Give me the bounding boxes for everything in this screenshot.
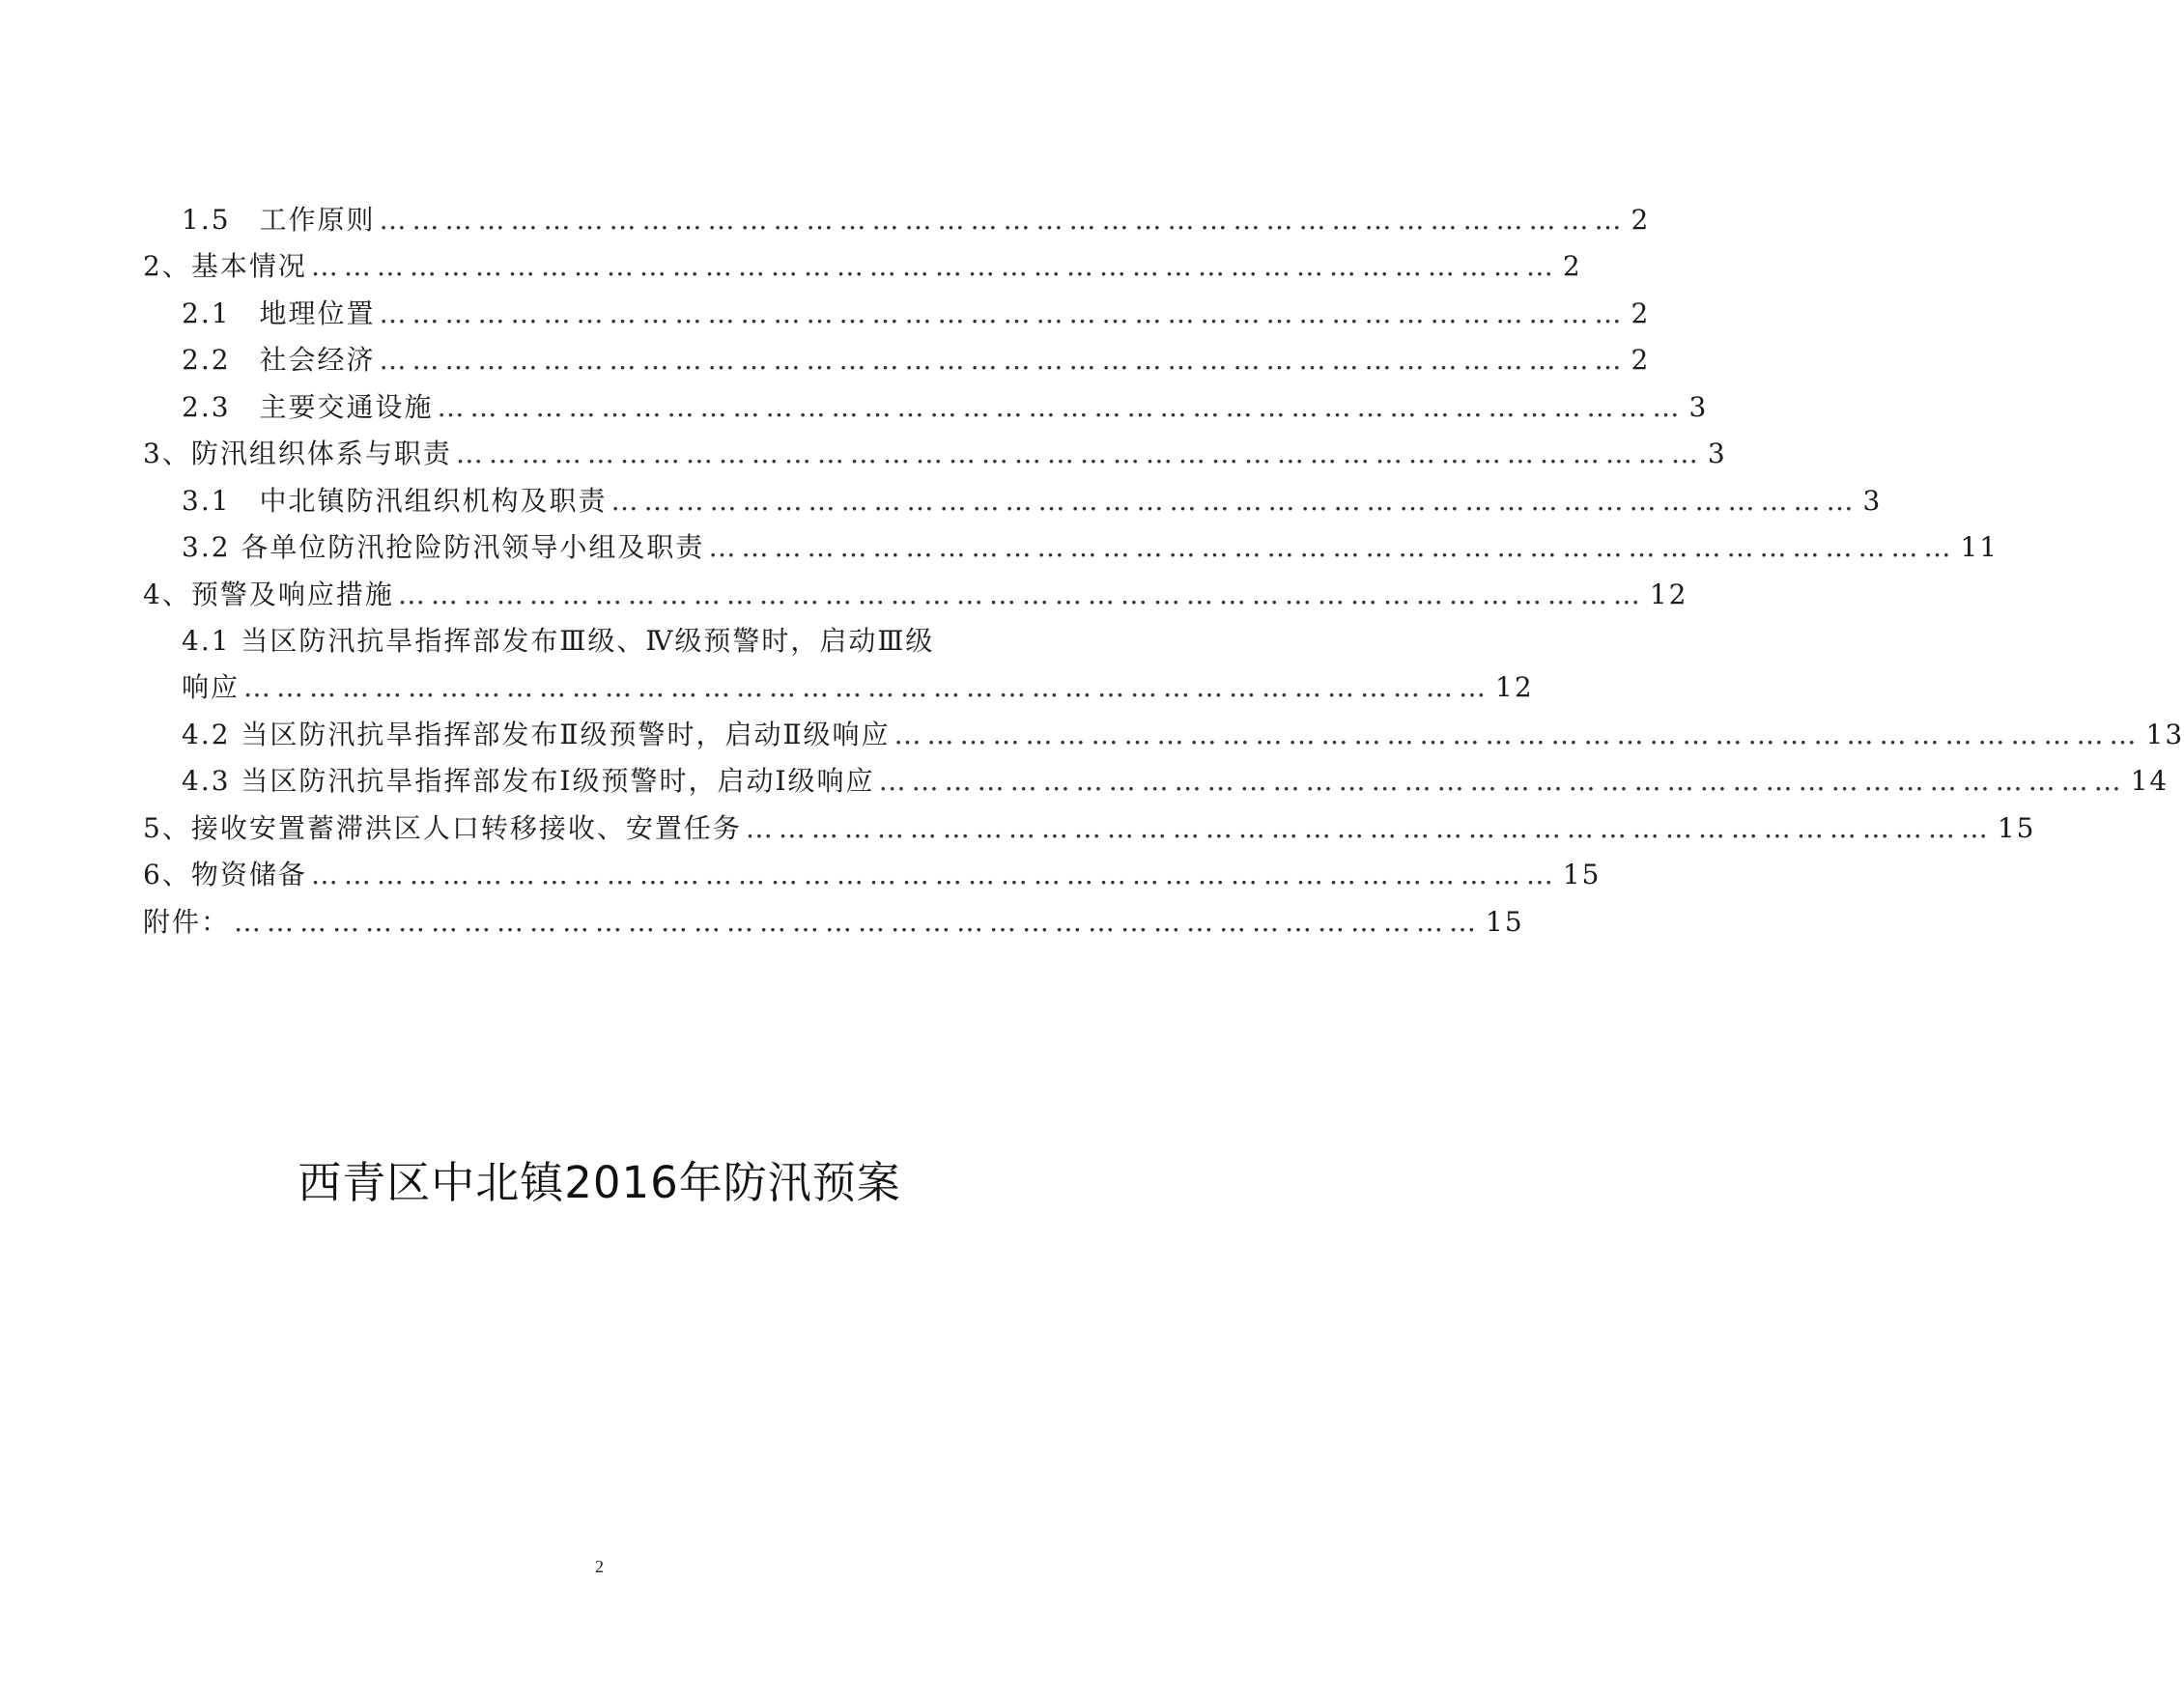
toc-dot-leader: …………………………………………………………………………………………………… — [234, 906, 1483, 938]
toc-entry-page: 2 — [1562, 250, 1582, 282]
toc-entry-page: 12 — [1495, 671, 1534, 703]
toc-entry-page: 15 — [1562, 859, 1602, 890]
toc-entry-label: 2.3 主要交通设施 — [182, 391, 434, 423]
page-number: 2 — [595, 1557, 604, 1576]
toc-dot-leader: …………………………………………………………………………………………………… — [243, 671, 1492, 703]
toc-entry-2-1[interactable] — [182, 293, 1651, 331]
toc-entry-page: 15 — [1486, 906, 1524, 938]
toc-entry-label: 4.1 当区防汛抗旱指挥部发布Ⅲ级、Ⅳ级预警时，启动Ⅲ级 — [182, 625, 935, 657]
toc-entry-4-3[interactable] — [182, 760, 2170, 799]
toc-dot-leader: …………………………………………………………………………………………………… — [379, 344, 1628, 376]
toc-entry-page: 12 — [1649, 579, 1688, 610]
toc-entry-page: 14 — [2130, 765, 2170, 797]
toc-dot-leader: …………………………………………………………………………………………………… — [893, 719, 2142, 750]
toc-dot-leader: …………………………………………………………………………………………………… — [437, 391, 1686, 423]
toc-entry-page: 3 — [1862, 485, 1883, 517]
toc-entry-label: 4.2 当区防汛抗旱指挥部发布Ⅱ级预警时，启动Ⅱ级响应 — [182, 719, 891, 750]
toc-entry-page: 15 — [1997, 812, 2036, 844]
toc-entry-label: 2、基本情况 — [143, 250, 307, 282]
toc-entry-label: 3.1 中北镇防汛组织机构及职责 — [182, 485, 608, 517]
toc-entry-label: 3.2 各单位防汛抢险防汛领导小组及职责 — [182, 531, 705, 563]
toc-entry-3-2[interactable] — [182, 526, 2000, 565]
toc-entry-page: 11 — [1960, 531, 2000, 563]
toc-entry-label: 4.3 当区防汛抗旱指挥部发布Ⅰ级预警时，启动Ⅰ级响应 — [182, 765, 875, 797]
toc-entry-label: 响应 — [182, 671, 241, 703]
toc-entry-page: 2 — [1631, 204, 1651, 236]
toc-entry-label: 附件： — [143, 906, 231, 938]
toc-dot-leader: …………………………………………………………………………………………………… — [379, 204, 1628, 236]
toc-entry-label: 4、预警及响应措施 — [143, 579, 394, 610]
toc-entry-4-1-first-line[interactable] — [182, 620, 934, 659]
toc-dot-leader: …………………………………………………………………………………………………… — [878, 765, 2127, 797]
toc-entry-3-1[interactable] — [182, 480, 1883, 519]
toc-dot-leader: …………………………………………………………………………………………………… — [310, 250, 1559, 282]
toc-entry-appendix[interactable] — [143, 901, 1524, 940]
toc-entry-2-3[interactable] — [182, 386, 1709, 425]
toc-entry-label: 6、物资储备 — [143, 859, 307, 890]
toc-entry-4-1-continuation[interactable] — [182, 666, 1534, 705]
toc-dot-leader: …………………………………………………………………………………………………… — [379, 297, 1628, 329]
toc-entry-3[interactable] — [143, 433, 1727, 471]
toc-entry-label: 2.1 地理位置 — [182, 297, 376, 329]
toc-entry-1-5[interactable] — [182, 199, 1651, 238]
toc-entry-page: 3 — [1707, 438, 1727, 469]
toc-entry-2-2[interactable] — [182, 339, 1651, 378]
toc-dot-leader: …………………………………………………………………………………………………… — [310, 859, 1559, 890]
toc-entry-page: 3 — [1688, 391, 1709, 423]
document-title: 西青区中北镇2016年防汛预案 — [298, 1157, 901, 1208]
toc-entry-page: 2 — [1631, 344, 1651, 376]
toc-entry-label: 5、接收安置蓄滞洪区人口转移接收、安置任务 — [143, 812, 742, 844]
toc-entry-label: 2.2 社会经济 — [182, 344, 376, 376]
toc-entry-6[interactable] — [143, 854, 1602, 892]
toc-entry-page: 13 — [2145, 719, 2184, 750]
toc-entry-4[interactable] — [143, 574, 1688, 612]
toc-entry-2[interactable] — [143, 245, 1582, 284]
toc-dot-leader: …………………………………………………………………………………………………… — [610, 485, 1859, 517]
toc-dot-leader: …………………………………………………………………………………………………… — [455, 438, 1704, 469]
toc-dot-leader: …………………………………………………………………………………………………… — [745, 812, 1994, 844]
toc-dot-leader: …………………………………………………………………………………………………… — [708, 531, 1957, 563]
toc-entry-label: 1.5 工作原则 — [182, 204, 376, 236]
toc-dot-leader: …………………………………………………………………………………………………… — [397, 579, 1646, 610]
toc-entry-page: 2 — [1631, 297, 1651, 329]
toc-entry-4-2[interactable] — [182, 714, 2184, 752]
toc-entry-5[interactable] — [143, 807, 2036, 846]
toc-entry-label: 3、防汛组织体系与职责 — [143, 438, 452, 469]
